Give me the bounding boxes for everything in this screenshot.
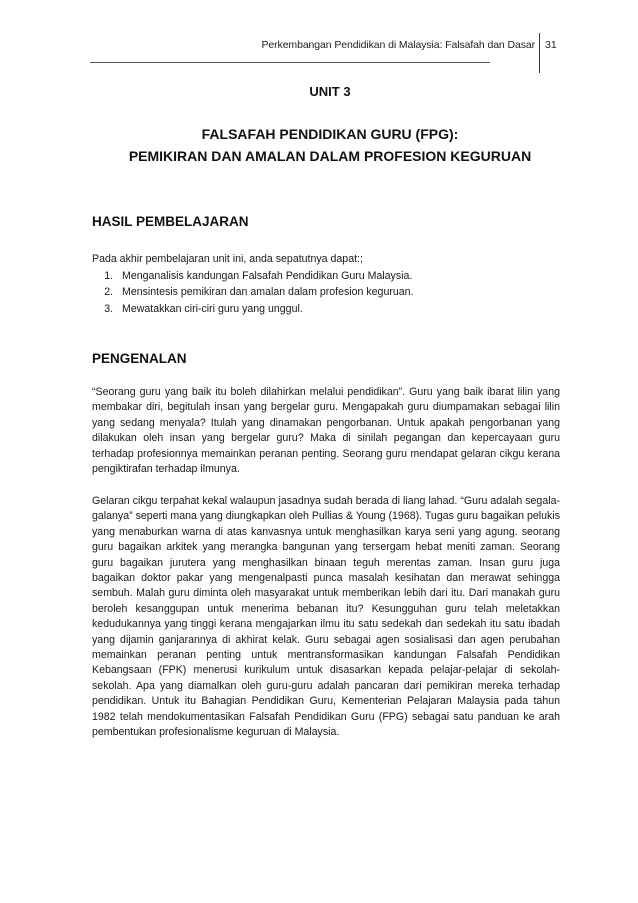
page-title	[90, 123, 570, 167]
learning-outcomes-intro: Pada akhir pembelajaran unit ini, anda sepatutnya dapat:;	[92, 253, 363, 265]
title-line-1: FALSAFAH PENDIDIKAN GURU (FPG):	[201, 126, 459, 142]
header-rule	[90, 62, 490, 63]
learning-outcomes-block	[92, 251, 560, 317]
introduction-paragraph-1: “Seorang guru yang baik itu boleh dilahirkan melalui pendidikan”. Guru yang baik ibarat lilin yang membakar diri, begitulah insan yang bergelar guru. Mengapakah guru diumpamakan sebagai lilin yang sedang menyala? Itulah yang dinamakan pengorbanan. Untuk apakah pengorbanan yang dilakukan oleh insan yang bergelar guru? Maka di sinilah pegangan dan kepercayaan guru terhadap profesionnya memainkan peranan penting. Seorang guru mendapat gelaran cikgu kerana pengiktirafan terhadap ilmunya.	[92, 386, 560, 476]
learning-outcomes-heading: HASIL PEMBELAJARAN	[92, 214, 249, 229]
title-line-2: PEMIKIRAN DAN AMALAN DALAM PROFESION KEGURUAN	[128, 148, 532, 164]
list-item: 3. Mewatakkan ciri-ciri guru yang unggul.	[116, 301, 560, 318]
introduction-paragraph-2: Gelaran cikgu terpahat kekal walaupun jasadnya sudah berada di liang lahad. “Guru adalah segala-galanya” seperti mana yang diungkapkan oleh Pullias & Young (1968). Tugas guru bagaikan pelukis yang menaburkan warna di atas kanvasnya untuk menghasilkan karya seni yang agung. seorang guru bagaikan arkitek yang merangka bangunan yang tersergam hebat meniti zaman. Seorang guru bagaikan jurutera yang menghasilkan binaan teguh merentas zaman. Insan guru juga bagaikan doktor pakar yang mengenalpasti punca masalah kesihatan dan merawat sehingga sembuh. Malah guru diminta oleh masyarakat untuk memberikan lebih dari itu. Dari manakah guru beroleh kesanggupan untuk menerima bebanan itu? Kesungguhan guru telah meletakkan kedudukannya yang tinggi kerana mengajarkan ilmu itu satu sedekah dan sedekah itu satu ibadah yang dijamin ganjarannya di akhirat kelak. Guru sebagai agen sosialisasi dan agen perubahan memainkan peranan penting untuk mentransformasikan kandungan Falsafah Pendidikan Kebangsaan (FPK) menerusi kurikulum untuk disasarkan kepada pelajar-pelajar di sekolah-sekolah. Apa yang diamalkan oleh guru-guru adalah pancaran dari pemikiran mereka terhadap pendidikan. Untuk itu Bahagian Pendidikan Guru, Kementerian Pelajaran Malaysia pada tahun 1982 telah mendokumentasikan Falsafah Pendidikan Guru (FPG) sebagai satu panduan ke arah pembentukan profesionalisme keguruan di Malaysia.	[92, 495, 560, 739]
unit-label: UNIT 3	[309, 84, 351, 99]
introduction-heading: PENGENALAN	[92, 351, 187, 366]
learning-outcomes-list	[92, 268, 560, 318]
header-divider-vertical	[539, 33, 540, 73]
list-item: 2. Mensintesis pemikiran dan amalan dalam profesion keguruan.	[116, 284, 560, 301]
running-header-title: Perkembangan Pendidikan di Malaysia: Falsafah dan Dasar	[261, 39, 535, 51]
page-number: 31	[545, 39, 557, 51]
list-item: 1. Menganalisis kandungan Falsafah Pendidikan Guru Malaysia.	[116, 268, 560, 285]
